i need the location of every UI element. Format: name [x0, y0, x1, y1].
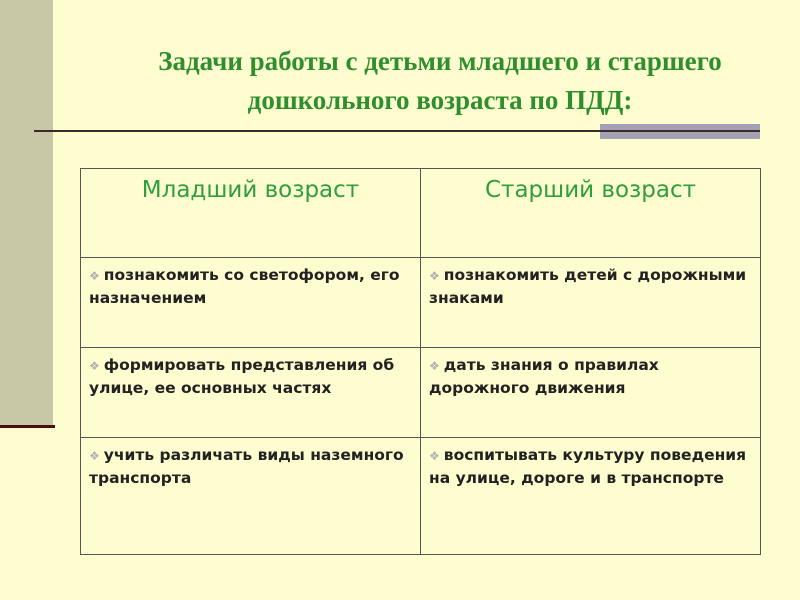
- cell-text: формировать представления об улице, ее основных частях: [89, 356, 395, 397]
- header-senior-age: Старший возраст: [421, 169, 761, 258]
- table-cell: [421, 438, 761, 555]
- table-row: [81, 348, 761, 438]
- diamond-bullet-icon: ❖: [89, 449, 100, 463]
- table-cell: [81, 438, 421, 555]
- slide-title: [70, 42, 800, 120]
- diamond-bullet-icon: ❖: [89, 359, 100, 373]
- cell-text: воспитывать культуру поведения на улице, дороге и в транспорте: [429, 446, 747, 487]
- table-cell: [421, 348, 761, 438]
- cell-text: учить различать виды наземного транспорта: [89, 446, 404, 487]
- diamond-bullet-icon: ❖: [429, 359, 440, 373]
- diamond-bullet-icon: ❖: [89, 269, 100, 283]
- table-header-row: [81, 169, 761, 258]
- tasks-table: [80, 168, 761, 555]
- table-cell: [81, 348, 421, 438]
- cell-text: познакомить со светофором, его назначением: [89, 266, 400, 307]
- table-cell: [421, 258, 761, 348]
- header-junior-age: Младший возраст: [81, 169, 421, 258]
- slide-title-line-1: Задачи работы с детьми младшего и старшего: [158, 46, 722, 76]
- table-row: [81, 258, 761, 348]
- slide-title-line-2: дошкольного возраста по ПДД:: [247, 85, 633, 115]
- table-row: [81, 438, 761, 555]
- diamond-bullet-icon: ❖: [429, 449, 440, 463]
- cell-text: дать знания о правилах дорожного движения: [429, 356, 659, 397]
- left-bar-underline: [0, 425, 55, 428]
- left-decorative-bar: [0, 0, 53, 425]
- title-rule: [34, 130, 760, 132]
- cell-text: познакомить детей с дорожными знаками: [429, 266, 747, 307]
- table-cell: [81, 258, 421, 348]
- diamond-bullet-icon: ❖: [429, 269, 440, 283]
